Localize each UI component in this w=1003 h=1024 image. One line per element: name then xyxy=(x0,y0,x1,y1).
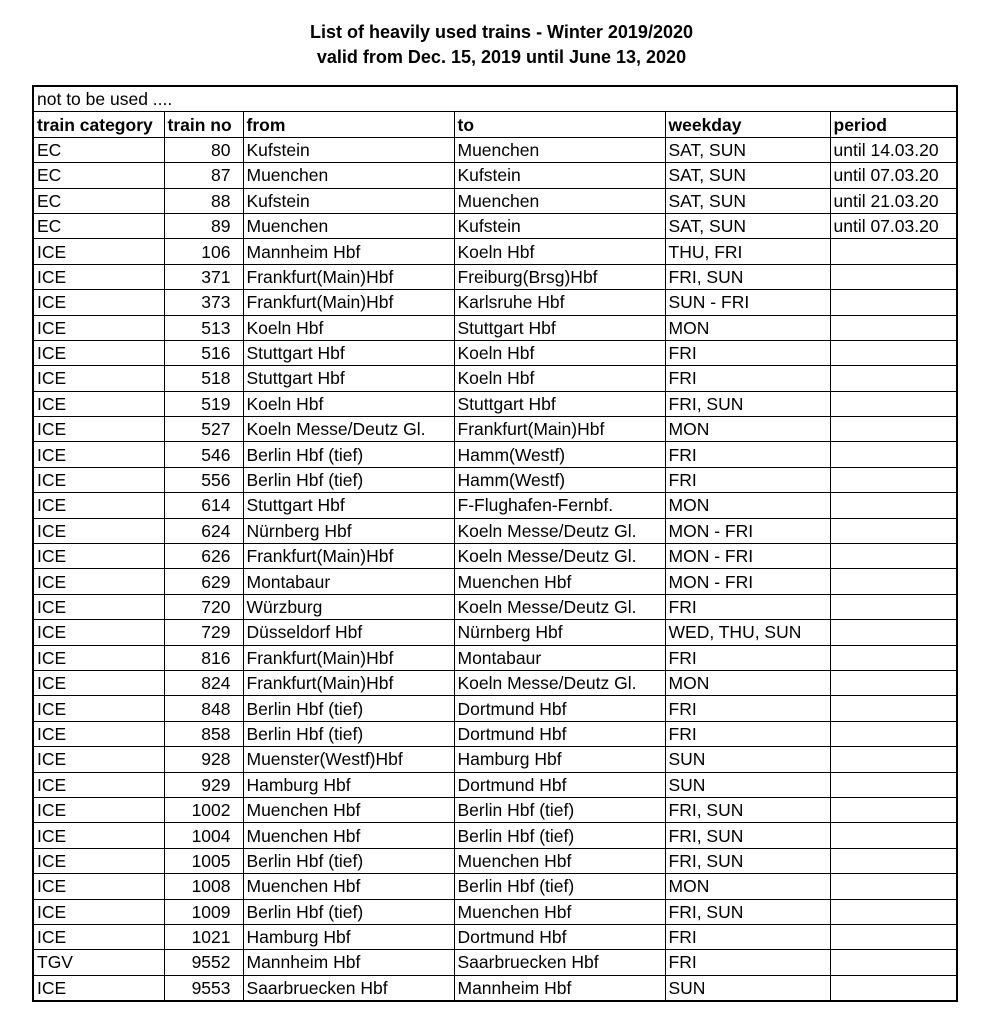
cell-train-category: ICE xyxy=(33,569,164,594)
cell-weekday: WED, THU, SUN xyxy=(665,620,830,645)
cell-to: Freiburg(Brsg)Hbf xyxy=(454,264,665,289)
cell-from: Stuttgart Hbf xyxy=(243,493,454,518)
table-row xyxy=(33,721,957,746)
cell-to: Stuttgart Hbf xyxy=(454,315,665,340)
cell-from: Koeln Hbf xyxy=(243,391,454,416)
cell-from: Kufstein xyxy=(243,188,454,213)
table-row xyxy=(33,467,957,492)
cell-from: Saarbruecken Hbf xyxy=(243,975,454,1001)
cell-train-no: 816 xyxy=(164,645,243,670)
cell-to: Mannheim Hbf xyxy=(454,975,665,1001)
table-row xyxy=(33,290,957,315)
cell-weekday: FRI, SUN xyxy=(665,899,830,924)
cell-period xyxy=(830,391,957,416)
cell-train-no: 824 xyxy=(164,670,243,695)
cell-train-category: ICE xyxy=(33,264,164,289)
table-row xyxy=(33,264,957,289)
note-row xyxy=(33,86,957,112)
cell-from: Hamburg Hbf xyxy=(243,772,454,797)
cell-period xyxy=(830,950,957,975)
cell-train-no: 1008 xyxy=(164,874,243,899)
table-row xyxy=(33,163,957,188)
cell-weekday: SAT, SUN xyxy=(665,137,830,162)
cell-period xyxy=(830,290,957,315)
cell-weekday: SUN - FRI xyxy=(665,290,830,315)
table-row xyxy=(33,569,957,594)
train-table-body xyxy=(33,86,957,1001)
cell-from: Koeln Hbf xyxy=(243,315,454,340)
cell-weekday: MON xyxy=(665,670,830,695)
cell-from: Würzburg xyxy=(243,594,454,619)
cell-from: Frankfurt(Main)Hbf xyxy=(243,645,454,670)
cell-weekday: FRI xyxy=(665,950,830,975)
cell-train-no: 626 xyxy=(164,544,243,569)
table-row xyxy=(33,696,957,721)
cell-from: Berlin Hbf (tief) xyxy=(243,899,454,924)
cell-period xyxy=(830,874,957,899)
cell-train-no: 516 xyxy=(164,340,243,365)
cell-weekday: FRI xyxy=(665,696,830,721)
table-row xyxy=(33,747,957,772)
cell-train-category: ICE xyxy=(33,721,164,746)
cell-period xyxy=(830,518,957,543)
table-row xyxy=(33,950,957,975)
cell-from: Koeln Messe/Deutz Gl. xyxy=(243,417,454,442)
cell-period: until 21.03.20 xyxy=(830,188,957,213)
cell-train-no: 729 xyxy=(164,620,243,645)
cell-train-no: 371 xyxy=(164,264,243,289)
table-row xyxy=(33,544,957,569)
cell-train-category: ICE xyxy=(33,645,164,670)
cell-to: Muenchen xyxy=(454,188,665,213)
table-row xyxy=(33,137,957,162)
cell-train-no: 624 xyxy=(164,518,243,543)
cell-weekday: FRI, SUN xyxy=(665,823,830,848)
cell-train-no: 1002 xyxy=(164,797,243,822)
cell-train-no: 929 xyxy=(164,772,243,797)
cell-period xyxy=(830,823,957,848)
cell-weekday: MON - FRI xyxy=(665,569,830,594)
note-text: not to be used .... xyxy=(33,86,957,112)
cell-period xyxy=(830,366,957,391)
cell-train-category: ICE xyxy=(33,290,164,315)
cell-to: Berlin Hbf (tief) xyxy=(454,874,665,899)
table-row xyxy=(33,594,957,619)
cell-train-no: 546 xyxy=(164,442,243,467)
cell-weekday: MON - FRI xyxy=(665,518,830,543)
cell-from: Mannheim Hbf xyxy=(243,950,454,975)
cell-train-category: ICE xyxy=(33,315,164,340)
cell-to: Nürnberg Hbf xyxy=(454,620,665,645)
table-row xyxy=(33,493,957,518)
header-period: period xyxy=(830,112,957,137)
table-row xyxy=(33,975,957,1001)
cell-period xyxy=(830,721,957,746)
cell-train-no: 1005 xyxy=(164,848,243,873)
cell-period xyxy=(830,975,957,1001)
table-row xyxy=(33,188,957,213)
cell-from: Berlin Hbf (tief) xyxy=(243,696,454,721)
cell-train-category: ICE xyxy=(33,594,164,619)
cell-weekday: SUN xyxy=(665,772,830,797)
cell-from: Muenster(Westf)Hbf xyxy=(243,747,454,772)
cell-train-category: ICE xyxy=(33,239,164,264)
cell-from: Frankfurt(Main)Hbf xyxy=(243,290,454,315)
header-to: to xyxy=(454,112,665,137)
cell-from: Muenchen xyxy=(243,163,454,188)
cell-train-category: ICE xyxy=(33,924,164,949)
cell-from: Nürnberg Hbf xyxy=(243,518,454,543)
cell-period xyxy=(830,239,957,264)
cell-train-category: ICE xyxy=(33,493,164,518)
cell-period xyxy=(830,747,957,772)
cell-from: Berlin Hbf (tief) xyxy=(243,721,454,746)
cell-period xyxy=(830,467,957,492)
cell-from: Frankfurt(Main)Hbf xyxy=(243,544,454,569)
table-row xyxy=(33,670,957,695)
cell-to: Hamm(Westf) xyxy=(454,467,665,492)
table-row xyxy=(33,366,957,391)
cell-train-no: 858 xyxy=(164,721,243,746)
cell-from: Mannheim Hbf xyxy=(243,239,454,264)
cell-train-no: 848 xyxy=(164,696,243,721)
table-row xyxy=(33,645,957,670)
cell-train-category: EC xyxy=(33,163,164,188)
table-row xyxy=(33,899,957,924)
train-table xyxy=(32,85,958,1002)
cell-period: until 14.03.20 xyxy=(830,137,957,162)
table-row xyxy=(33,797,957,822)
cell-train-no: 527 xyxy=(164,417,243,442)
cell-weekday: FRI xyxy=(665,340,830,365)
cell-train-no: 556 xyxy=(164,467,243,492)
cell-train-category: ICE xyxy=(33,823,164,848)
table-row xyxy=(33,772,957,797)
header-row xyxy=(33,112,957,137)
cell-to: Dortmund Hbf xyxy=(454,696,665,721)
cell-train-category: ICE xyxy=(33,848,164,873)
cell-weekday: MON xyxy=(665,315,830,340)
cell-train-category: ICE xyxy=(33,366,164,391)
cell-to: Saarbruecken Hbf xyxy=(454,950,665,975)
cell-to: Montabaur xyxy=(454,645,665,670)
table-row xyxy=(33,620,957,645)
cell-to: Muenchen Hbf xyxy=(454,899,665,924)
cell-train-no: 87 xyxy=(164,163,243,188)
cell-to: Hamburg Hbf xyxy=(454,747,665,772)
cell-to: Muenchen Hbf xyxy=(454,569,665,594)
cell-from: Muenchen Hbf xyxy=(243,797,454,822)
cell-period xyxy=(830,899,957,924)
cell-train-no: 88 xyxy=(164,188,243,213)
cell-period xyxy=(830,696,957,721)
cell-train-no: 720 xyxy=(164,594,243,619)
cell-weekday: FRI xyxy=(665,594,830,619)
cell-from: Berlin Hbf (tief) xyxy=(243,467,454,492)
cell-from: Muenchen Hbf xyxy=(243,874,454,899)
cell-to: Koeln Hbf xyxy=(454,340,665,365)
cell-train-no: 928 xyxy=(164,747,243,772)
cell-period xyxy=(830,594,957,619)
cell-to: Stuttgart Hbf xyxy=(454,391,665,416)
cell-weekday: SAT, SUN xyxy=(665,213,830,238)
cell-to: Koeln Hbf xyxy=(454,366,665,391)
cell-weekday: SAT, SUN xyxy=(665,163,830,188)
cell-from: Düsseldorf Hbf xyxy=(243,620,454,645)
cell-period: until 07.03.20 xyxy=(830,213,957,238)
table-row xyxy=(33,213,957,238)
header-weekday: weekday xyxy=(665,112,830,137)
cell-period xyxy=(830,848,957,873)
cell-train-category: ICE xyxy=(33,797,164,822)
cell-train-no: 614 xyxy=(164,493,243,518)
cell-to: Muenchen xyxy=(454,137,665,162)
table-row xyxy=(33,518,957,543)
cell-train-category: EC xyxy=(33,213,164,238)
cell-train-no: 519 xyxy=(164,391,243,416)
cell-period xyxy=(830,620,957,645)
cell-weekday: FRI xyxy=(665,467,830,492)
cell-train-category: ICE xyxy=(33,442,164,467)
table-row xyxy=(33,442,957,467)
cell-weekday: MON xyxy=(665,417,830,442)
cell-period xyxy=(830,264,957,289)
cell-train-category: ICE xyxy=(33,772,164,797)
cell-period xyxy=(830,924,957,949)
cell-train-category: ICE xyxy=(33,670,164,695)
cell-train-no: 629 xyxy=(164,569,243,594)
cell-train-category: ICE xyxy=(33,544,164,569)
cell-to: Karlsruhe Hbf xyxy=(454,290,665,315)
cell-to: Koeln Messe/Deutz Gl. xyxy=(454,544,665,569)
cell-train-category: ICE xyxy=(33,696,164,721)
cell-train-category: ICE xyxy=(33,340,164,365)
cell-from: Muenchen Hbf xyxy=(243,823,454,848)
cell-train-category: ICE xyxy=(33,620,164,645)
cell-train-category: ICE xyxy=(33,975,164,1001)
cell-to: Muenchen Hbf xyxy=(454,848,665,873)
cell-from: Kufstein xyxy=(243,137,454,162)
cell-from: Frankfurt(Main)Hbf xyxy=(243,670,454,695)
cell-weekday: FRI xyxy=(665,645,830,670)
cell-weekday: FRI xyxy=(665,924,830,949)
cell-to: Kufstein xyxy=(454,163,665,188)
cell-weekday: FRI xyxy=(665,721,830,746)
cell-weekday: MON - FRI xyxy=(665,544,830,569)
cell-to: Berlin Hbf (tief) xyxy=(454,823,665,848)
cell-period: until 07.03.20 xyxy=(830,163,957,188)
cell-train-category: ICE xyxy=(33,899,164,924)
cell-train-category: EC xyxy=(33,137,164,162)
cell-train-category: ICE xyxy=(33,417,164,442)
cell-train-no: 80 xyxy=(164,137,243,162)
table-row xyxy=(33,874,957,899)
table-row xyxy=(33,391,957,416)
cell-weekday: FRI xyxy=(665,442,830,467)
cell-weekday: MON xyxy=(665,493,830,518)
cell-to: Koeln Hbf xyxy=(454,239,665,264)
cell-weekday: SUN xyxy=(665,975,830,1001)
cell-to: Hamm(Westf) xyxy=(454,442,665,467)
cell-period xyxy=(830,544,957,569)
cell-train-category: ICE xyxy=(33,518,164,543)
title-line-1: List of heavily used trains - Winter 2019/2020 xyxy=(310,22,693,42)
cell-train-no: 1009 xyxy=(164,899,243,924)
cell-train-category: ICE xyxy=(33,874,164,899)
cell-to: Koeln Messe/Deutz Gl. xyxy=(454,670,665,695)
cell-weekday: MON xyxy=(665,874,830,899)
cell-weekday: SAT, SUN xyxy=(665,188,830,213)
cell-period xyxy=(830,569,957,594)
cell-period xyxy=(830,797,957,822)
cell-to: Frankfurt(Main)Hbf xyxy=(454,417,665,442)
header-train-no: train no xyxy=(164,112,243,137)
cell-from: Berlin Hbf (tief) xyxy=(243,848,454,873)
cell-train-category: ICE xyxy=(33,467,164,492)
cell-from: Berlin Hbf (tief) xyxy=(243,442,454,467)
cell-period xyxy=(830,417,957,442)
cell-period xyxy=(830,442,957,467)
cell-weekday: SUN xyxy=(665,747,830,772)
cell-train-category: ICE xyxy=(33,747,164,772)
cell-to: Dortmund Hbf xyxy=(454,772,665,797)
cell-weekday: FRI, SUN xyxy=(665,848,830,873)
table-row xyxy=(33,340,957,365)
cell-train-no: 106 xyxy=(164,239,243,264)
cell-to: Berlin Hbf (tief) xyxy=(454,797,665,822)
cell-train-no: 513 xyxy=(164,315,243,340)
cell-from: Stuttgart Hbf xyxy=(243,366,454,391)
cell-to: Dortmund Hbf xyxy=(454,721,665,746)
document-title xyxy=(0,20,1003,70)
title-line-2: valid from Dec. 15, 2019 until June 13, 2020 xyxy=(316,47,687,67)
cell-from: Hamburg Hbf xyxy=(243,924,454,949)
cell-train-no: 9553 xyxy=(164,975,243,1001)
cell-train-no: 373 xyxy=(164,290,243,315)
table-row xyxy=(33,315,957,340)
cell-period xyxy=(830,645,957,670)
header-from: from xyxy=(243,112,454,137)
cell-weekday: FRI, SUN xyxy=(665,391,830,416)
cell-train-no: 1021 xyxy=(164,924,243,949)
cell-train-category: TGV xyxy=(33,950,164,975)
header-train-category: train category xyxy=(33,112,164,137)
cell-train-category: ICE xyxy=(33,391,164,416)
table-row xyxy=(33,417,957,442)
cell-weekday: FRI xyxy=(665,366,830,391)
cell-train-no: 9552 xyxy=(164,950,243,975)
cell-weekday: THU, FRI xyxy=(665,239,830,264)
cell-to: Kufstein xyxy=(454,213,665,238)
cell-train-no: 518 xyxy=(164,366,243,391)
table-row xyxy=(33,924,957,949)
cell-to: Koeln Messe/Deutz Gl. xyxy=(454,518,665,543)
cell-train-category: EC xyxy=(33,188,164,213)
cell-period xyxy=(830,493,957,518)
cell-train-no: 89 xyxy=(164,213,243,238)
cell-to: F-Flughafen-Fernbf. xyxy=(454,493,665,518)
cell-to: Dortmund Hbf xyxy=(454,924,665,949)
cell-weekday: FRI, SUN xyxy=(665,264,830,289)
cell-from: Muenchen xyxy=(243,213,454,238)
cell-period xyxy=(830,315,957,340)
cell-from: Frankfurt(Main)Hbf xyxy=(243,264,454,289)
cell-from: Montabaur xyxy=(243,569,454,594)
table-row xyxy=(33,239,957,264)
table-row xyxy=(33,823,957,848)
cell-period xyxy=(830,340,957,365)
cell-period xyxy=(830,772,957,797)
cell-to: Koeln Messe/Deutz Gl. xyxy=(454,594,665,619)
cell-weekday: FRI, SUN xyxy=(665,797,830,822)
table-row xyxy=(33,848,957,873)
cell-from: Stuttgart Hbf xyxy=(243,340,454,365)
cell-period xyxy=(830,670,957,695)
cell-train-no: 1004 xyxy=(164,823,243,848)
